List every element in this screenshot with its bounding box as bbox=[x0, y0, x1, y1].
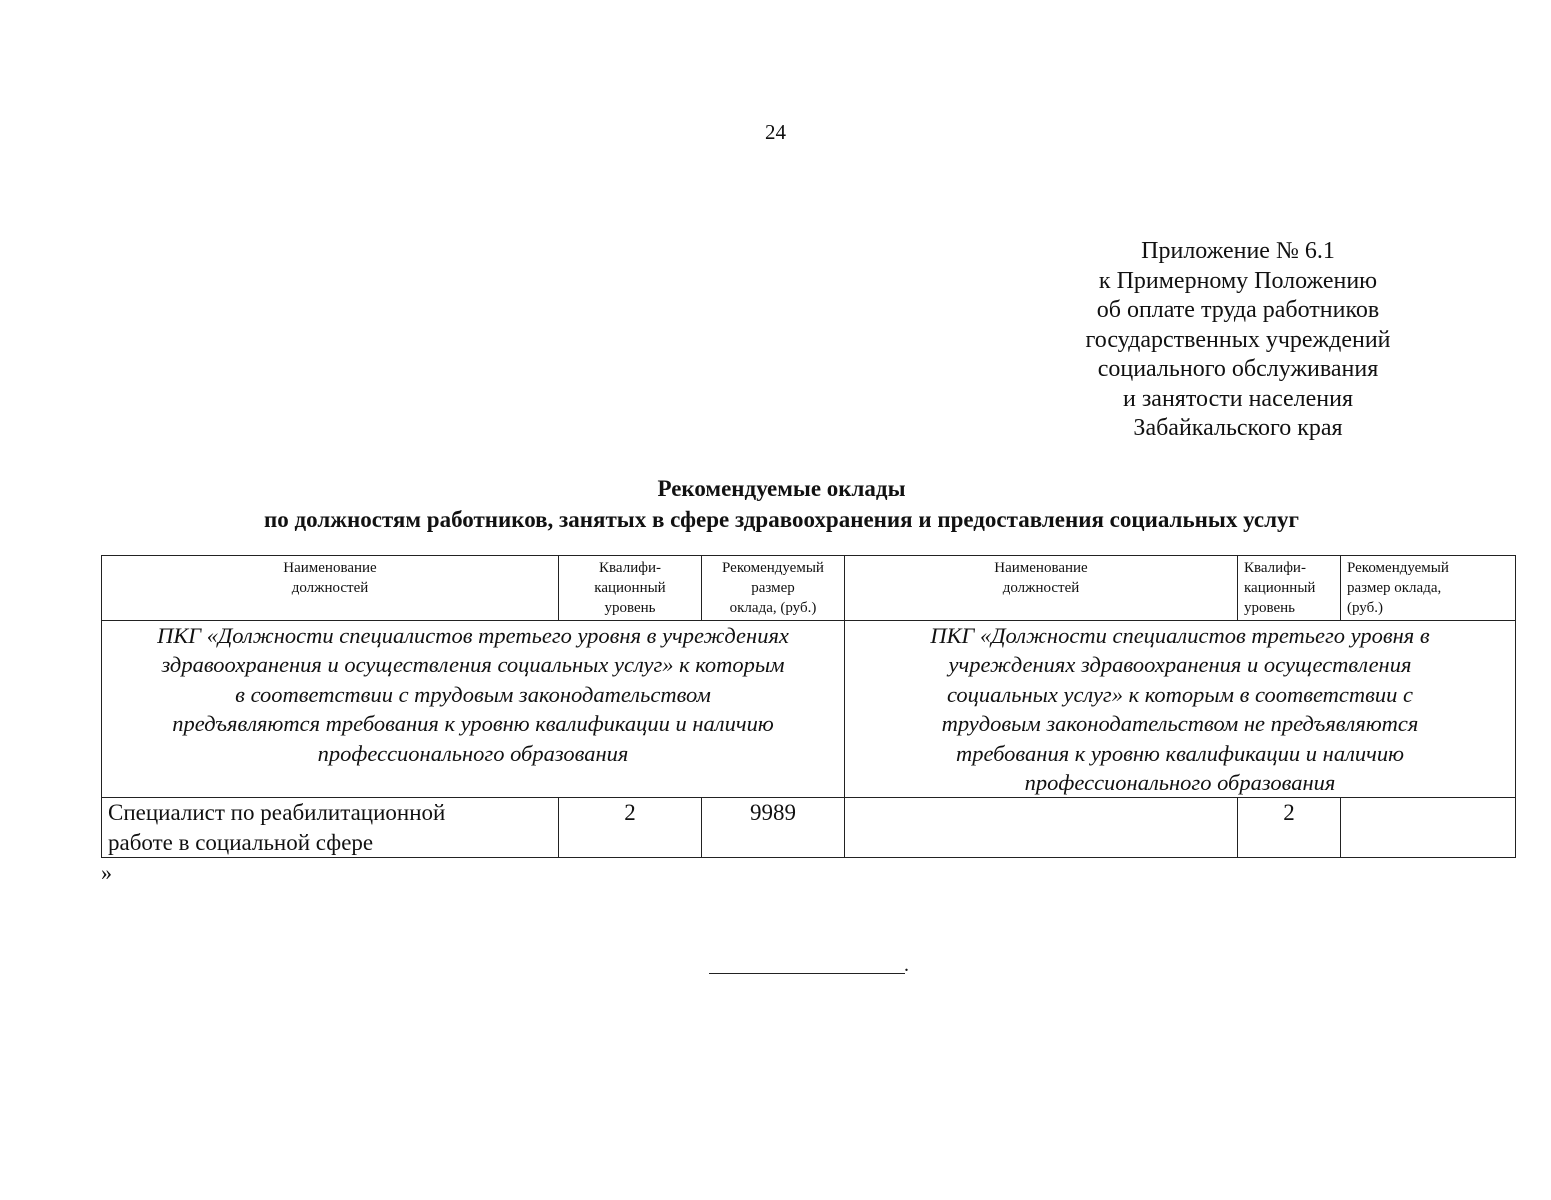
header-text: оклада, (руб.) bbox=[729, 600, 817, 616]
annex-reference bbox=[1038, 237, 1438, 444]
header-text: должностей bbox=[1002, 580, 1080, 596]
header-qualification-level-left bbox=[559, 556, 702, 621]
group-text: предъявляются требования к уровню квалификации и наличию bbox=[172, 711, 774, 737]
header-text: Квалифи- bbox=[599, 560, 661, 576]
table-header-row bbox=[102, 556, 1516, 621]
annex-line: государственных учреждений bbox=[1085, 326, 1391, 353]
annex-line: и занятости населения bbox=[1122, 385, 1354, 412]
header-text: кационный bbox=[1244, 580, 1316, 596]
end-mark: . bbox=[904, 954, 909, 976]
table-row bbox=[102, 798, 1516, 858]
group-heading-left bbox=[102, 621, 845, 798]
group-text: в соответствии с трудовым законодательством bbox=[235, 681, 711, 707]
group-text: профессионального образования bbox=[1024, 770, 1336, 796]
header-text: Наименование bbox=[283, 560, 377, 576]
group-text: учреждениях здравоохранения и осуществления bbox=[948, 652, 1412, 678]
qualification-level-right: 2 bbox=[1238, 798, 1341, 858]
header-salary-right bbox=[1341, 556, 1516, 621]
header-text: Квалифи- bbox=[1244, 560, 1306, 576]
position-name-text: работе в социальной сфере bbox=[108, 829, 374, 855]
document-title bbox=[0, 473, 1551, 535]
header-text: уровень bbox=[1244, 600, 1296, 616]
salary-left: 9989 bbox=[702, 798, 845, 858]
qualification-level-left: 2 bbox=[559, 798, 702, 858]
position-name-right bbox=[845, 798, 1238, 858]
group-text: трудовым законодательством не предъявляются bbox=[941, 711, 1419, 737]
annex-line: об оплате труда работников bbox=[1096, 297, 1380, 323]
group-text: ПКГ «Должности специалистов третьего уровня в учреждениях bbox=[157, 623, 789, 648]
header-text: Рекомендуемый bbox=[722, 560, 824, 576]
group-text: требования к уровню квалификации и наличию bbox=[955, 740, 1405, 766]
header-position-name-right bbox=[845, 556, 1238, 621]
group-text: здравоохранения и осуществления социальных услуг» к которым bbox=[161, 652, 785, 678]
header-qualification-level-right bbox=[1238, 556, 1341, 621]
header-text: должностей bbox=[291, 580, 369, 596]
page-number: 24 bbox=[765, 120, 786, 144]
end-rule bbox=[709, 973, 905, 974]
position-name-left bbox=[102, 798, 559, 858]
header-text: Рекомендуемый bbox=[1347, 560, 1449, 576]
header-text: размер bbox=[751, 580, 795, 596]
salary-right bbox=[1341, 798, 1516, 858]
title-line-2: по должностям работников, занятых в сфере здравоохранения и предоставления социальных услуг bbox=[264, 507, 1299, 532]
header-text: Наименование bbox=[994, 560, 1088, 576]
title-line-1: Рекомендуемые оклады bbox=[657, 476, 906, 501]
header-text: уровень bbox=[604, 600, 656, 616]
group-heading-right bbox=[845, 621, 1516, 798]
table-group-row bbox=[102, 621, 1516, 798]
salary-table bbox=[101, 555, 1516, 858]
annex-line: социального обслуживания bbox=[1097, 356, 1379, 382]
group-text: профессионального образования bbox=[317, 740, 629, 766]
header-text: (руб.) bbox=[1347, 600, 1383, 616]
annex-line: Забайкальского края bbox=[1133, 415, 1343, 441]
header-text: размер оклада, bbox=[1347, 580, 1442, 596]
group-text: социальных услуг» к которым в соответствии с bbox=[946, 681, 1414, 707]
header-position-name-left bbox=[102, 556, 559, 621]
header-salary-left bbox=[702, 556, 845, 621]
annex-line: к Примерному Положению bbox=[1098, 267, 1378, 294]
position-name-text: Специалист по реабилитационной bbox=[108, 800, 446, 826]
annex-line: Приложение № 6.1 bbox=[1141, 238, 1335, 264]
header-text: кационный bbox=[594, 580, 666, 596]
group-text: ПКГ «Должности специалистов третьего уровня в bbox=[930, 623, 1430, 648]
closing-quote: » bbox=[101, 860, 112, 885]
